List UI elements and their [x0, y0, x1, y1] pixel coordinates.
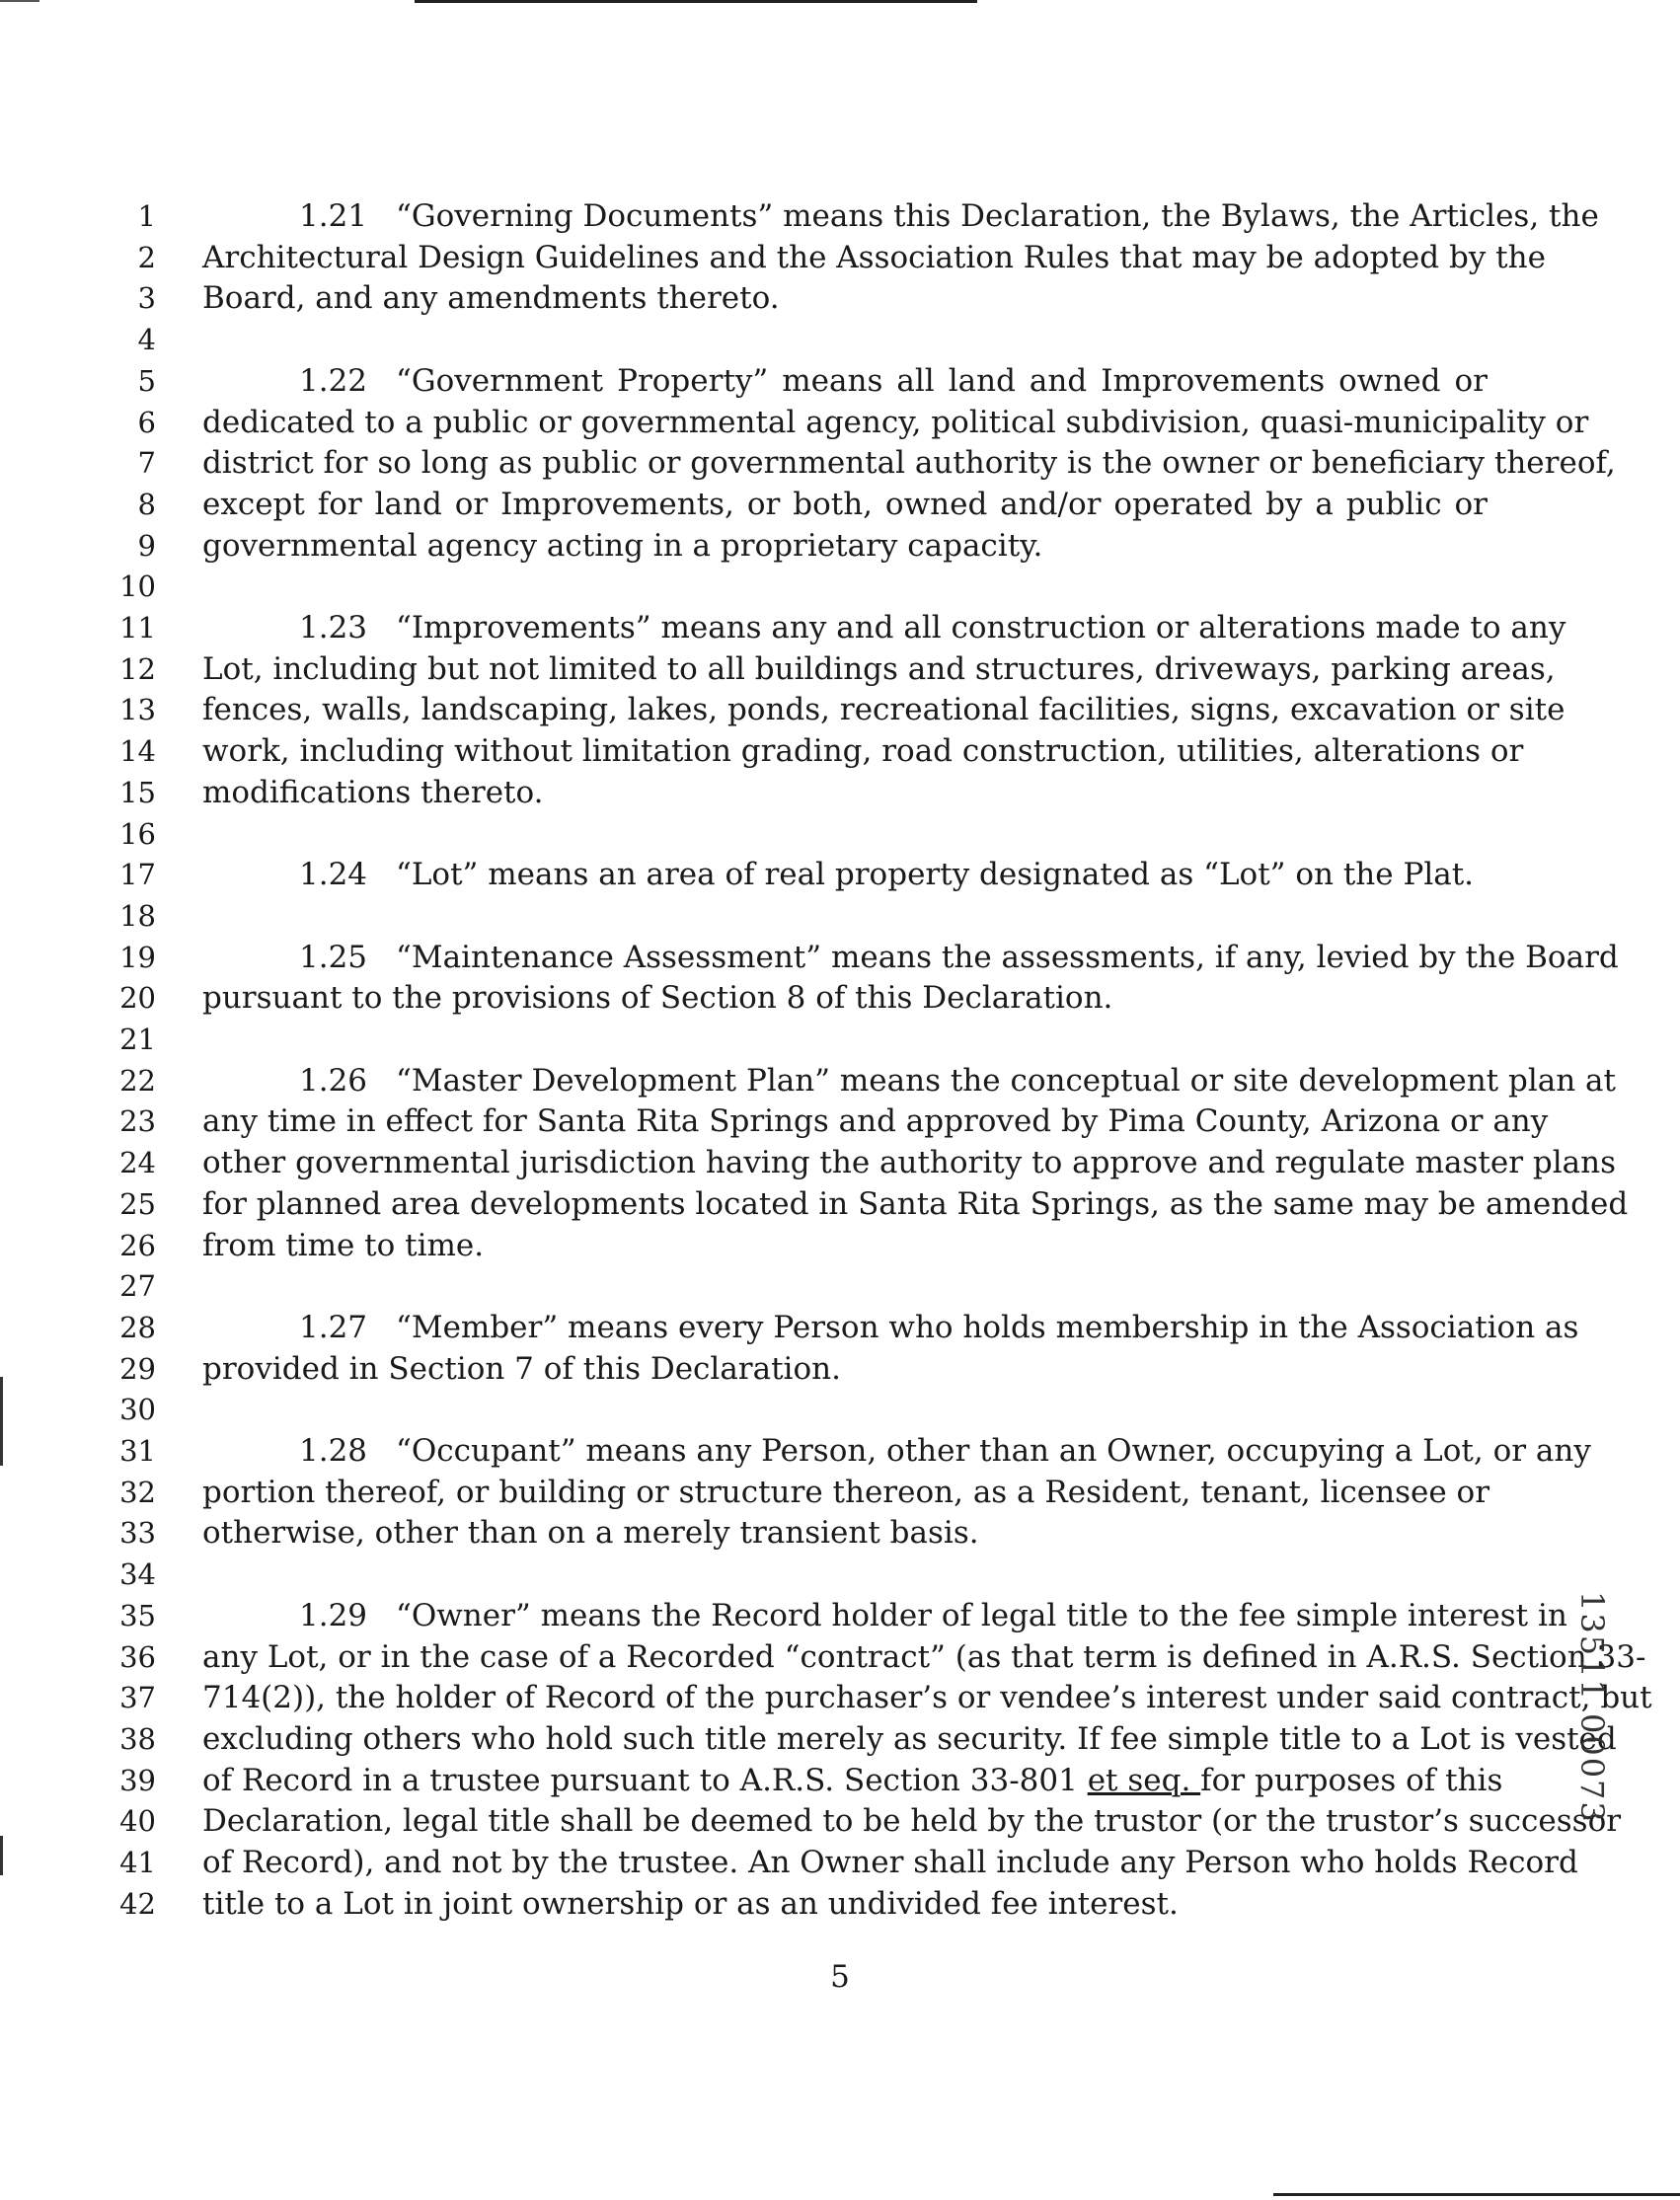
- section-number: 1.29: [299, 1597, 368, 1633]
- line-text: from time to time.: [202, 1227, 485, 1263]
- line-number: 8: [137, 487, 156, 521]
- line-text: of Record in a trustee pursuant to A.R.S. Section 33-801: [202, 1762, 1088, 1798]
- text-line: [202, 1226, 1488, 1267]
- text-line: [202, 1143, 1617, 1184]
- line-text: Board, and any amendments thereto.: [202, 280, 780, 317]
- line-text: “Government Property” means all land and Improvements owned or: [396, 362, 1488, 399]
- line-number: 34: [119, 1557, 156, 1592]
- line-text: other governmental jurisdiction having the authority to approve and regulate master plans: [202, 1145, 1617, 1181]
- line-text: for planned area developments located in Santa Rita Springs, as the same may be amended: [202, 1185, 1629, 1222]
- line-text: “Improvements” means any and all construction or alterations made to any: [396, 610, 1566, 645]
- text-line: [202, 403, 1589, 444]
- line-number: 28: [119, 1310, 156, 1344]
- line-number: 9: [137, 528, 156, 563]
- text-line: [202, 1761, 1503, 1802]
- section-number: 1.26: [299, 1062, 368, 1099]
- line-text: work, including without limitation grading, road construction, utilities, alterations or: [202, 733, 1524, 770]
- line-number: 38: [119, 1721, 156, 1756]
- line-number: 21: [119, 1023, 156, 1056]
- line-text: pursuant to the provisions of Section 8 of this Declaration.: [202, 980, 1113, 1017]
- text-line: [202, 649, 1556, 691]
- line-number: 32: [119, 1475, 156, 1509]
- text-line: [202, 608, 1566, 649]
- line-text: title to a Lot in joint ownership or as an undivided fee interest.: [202, 1885, 1179, 1922]
- text-line: [202, 443, 1616, 485]
- section-number: 1.24: [299, 857, 368, 893]
- line-number: 37: [119, 1681, 156, 1715]
- line-number: 33: [119, 1516, 156, 1551]
- line-number: 11: [119, 611, 156, 645]
- line-text: “Lot” means an area of real property designated as “Lot” on the Plat.: [396, 857, 1475, 893]
- text-line: [202, 361, 1488, 403]
- text-line: [202, 773, 1488, 814]
- text-line: [202, 938, 1619, 979]
- line-text: of Record), and not by the trustee. An Owner shall include any Person who holds Record: [202, 1845, 1578, 1880]
- text-line: [202, 526, 1488, 568]
- line-text: “Occupant” means any Person, other than an Owner, occupying a Lot, or any: [396, 1433, 1591, 1469]
- text-line: [202, 1473, 1488, 1514]
- text-line: [202, 1101, 1549, 1143]
- text-line: [202, 196, 1599, 238]
- line-text: dedicated to a public or governmental agency, political subdivision, quasi-municipality or: [202, 404, 1589, 440]
- line-number: 42: [119, 1886, 156, 1921]
- line-number: 40: [119, 1804, 156, 1839]
- line-number: 19: [119, 940, 156, 974]
- line-number: 30: [119, 1393, 156, 1427]
- page-number: 5: [830, 1959, 850, 1995]
- line-number: 7: [137, 446, 156, 481]
- section-number: 1.21: [299, 198, 368, 234]
- left-edge-mark: [0, 1836, 3, 1875]
- line-number: 39: [119, 1763, 156, 1797]
- text-line: [202, 1308, 1579, 1349]
- line-number: 17: [119, 858, 156, 892]
- line-text: fences, walls, landscaping, lakes, ponds, recreational facilities, signs, excavation or site: [202, 692, 1565, 728]
- line-number: 12: [119, 651, 156, 686]
- left-edge-mark: [0, 1377, 3, 1466]
- line-text: otherwise, other than on a merely transient basis.: [202, 1515, 979, 1552]
- line-number: 36: [119, 1639, 156, 1674]
- line-number: 18: [119, 898, 156, 933]
- recording-stamp: 13511 00073: [1573, 1591, 1611, 1824]
- section-number: 1.27: [299, 1309, 368, 1345]
- text-line: [202, 1884, 1488, 1926]
- underlined-text: et seq.: [1087, 1762, 1201, 1798]
- line-text: portion thereof, or building or structure thereon, as a Resident, tenant, licensee or: [202, 1474, 1490, 1510]
- line-number: 6: [137, 405, 156, 439]
- line-number: 35: [119, 1598, 156, 1632]
- line-number: 2: [137, 240, 156, 274]
- line-number: 25: [119, 1186, 156, 1221]
- line-number: 27: [119, 1269, 156, 1304]
- line-text: except for land or Improvements, or both, owned and/or operated by a public or: [202, 486, 1488, 522]
- line-text: Declaration, legal title shall be deemed to be held by the trustor (or the trustor’s successor: [202, 1803, 1622, 1840]
- line-number: 20: [119, 981, 156, 1016]
- text-line: [202, 855, 1488, 896]
- line-text: provided in Section 7 of this Declaration.: [202, 1350, 841, 1387]
- text-line: [202, 1637, 1646, 1679]
- line-text: for purposes of this: [1200, 1762, 1503, 1798]
- text-line: [202, 485, 1488, 526]
- text-line: [202, 690, 1565, 731]
- line-text: modifications thereto.: [202, 774, 544, 810]
- text-line: [202, 978, 1488, 1020]
- text-line: [202, 1801, 1622, 1843]
- text-line: [202, 1719, 1617, 1761]
- line-text: district for so long as public or governmental authority is the owner or beneficiary thereof,: [202, 445, 1616, 482]
- section-number: 1.23: [299, 610, 368, 645]
- text-line: [202, 1678, 1652, 1719]
- text-line: [202, 1431, 1591, 1473]
- line-number: 16: [119, 816, 156, 851]
- line-number: 5: [137, 363, 156, 398]
- line-number: 1: [137, 199, 156, 233]
- text-line: [202, 731, 1524, 773]
- top-left-rule: [0, 0, 39, 2]
- text-line: [202, 1061, 1616, 1102]
- text-line: [202, 1184, 1629, 1226]
- section-number: 1.28: [299, 1433, 368, 1469]
- line-number: 15: [119, 775, 156, 809]
- text-line: [202, 1513, 1488, 1555]
- line-number: 41: [119, 1846, 156, 1879]
- line-text: “Governing Documents” means this Declaration, the Bylaws, the Articles, the: [396, 198, 1599, 234]
- text-line: [202, 1349, 1488, 1391]
- line-text: excluding others who hold such title merely as security. If fee simple title to a Lot is vested: [202, 1720, 1617, 1757]
- line-text: “Member” means every Person who holds membership in the Association as: [396, 1309, 1579, 1345]
- text-line: [202, 1596, 1567, 1637]
- line-number: 23: [119, 1104, 156, 1139]
- line-text: governmental agency acting in a proprietary capacity.: [202, 527, 1043, 564]
- top-rule: [415, 0, 977, 3]
- line-number: 10: [119, 569, 156, 604]
- line-text: 714(2)), the holder of Record of the purchaser’s or vendee’s interest under said contract, but: [202, 1680, 1652, 1716]
- section-number: 1.25: [299, 939, 368, 975]
- line-number: 29: [119, 1351, 156, 1386]
- text-line: [202, 1843, 1578, 1884]
- line-number: 24: [119, 1146, 156, 1180]
- line-number: 13: [119, 693, 156, 727]
- section-number: 1.22: [299, 362, 368, 399]
- line-number: 31: [119, 1434, 156, 1468]
- line-number: 3: [137, 281, 156, 316]
- line-number: 4: [137, 323, 156, 357]
- line-text: any Lot, or in the case of a Recorded “contract” (as that term is defined in A.R.S. Section 33-: [202, 1638, 1646, 1675]
- line-text: “Maintenance Assessment” means the assessments, if any, levied by the Board: [396, 939, 1619, 975]
- line-number: 22: [119, 1063, 156, 1098]
- line-number: 14: [119, 734, 156, 769]
- line-text: “Owner” means the Record holder of legal title to the fee simple interest in: [396, 1597, 1567, 1633]
- line-text: any time in effect for Santa Rita Springs and approved by Pima County, Arizona or any: [202, 1103, 1549, 1140]
- text-line: [202, 278, 1488, 320]
- text-line: [202, 238, 1546, 279]
- line-number: 26: [119, 1228, 156, 1262]
- line-text: Lot, including but not limited to all buildings and structures, driveways, parking areas,: [202, 650, 1556, 687]
- line-text: “Master Development Plan” means the conceptual or site development plan at: [396, 1062, 1616, 1099]
- line-text: Architectural Design Guidelines and the Association Rules that may be adopted by the: [202, 239, 1546, 275]
- bottom-rule: [1273, 2193, 1680, 2196]
